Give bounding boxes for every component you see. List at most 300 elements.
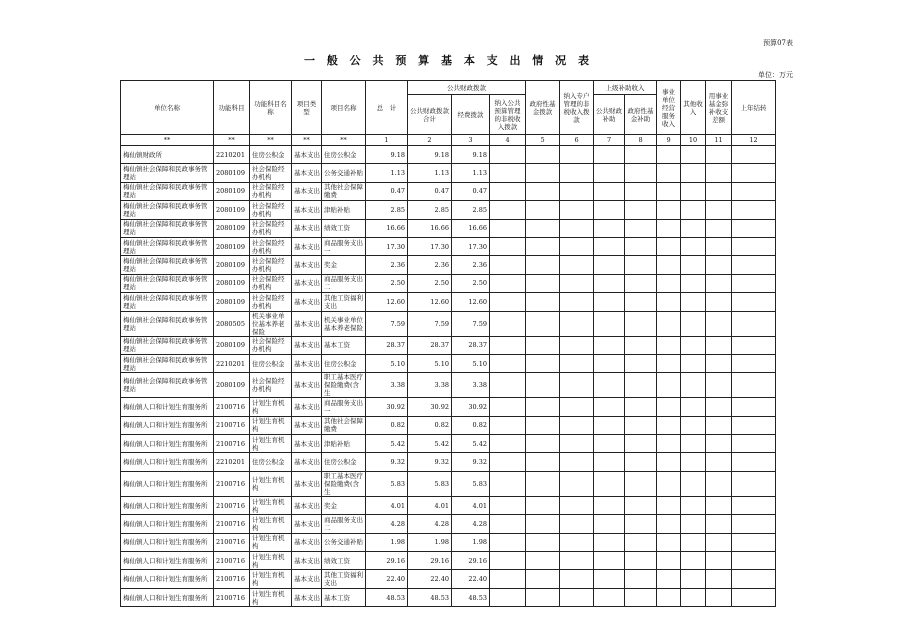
empty-cell xyxy=(526,552,560,570)
empty-cell xyxy=(625,293,657,311)
item-name-cell: 基本工资 xyxy=(322,336,366,354)
empty-cell xyxy=(560,201,594,219)
unit-name-cell: 梅仙镇人口和计划生育服务所 xyxy=(121,453,214,471)
empty-cell xyxy=(560,293,594,311)
empty-cell xyxy=(706,515,732,533)
empty-cell xyxy=(560,256,594,274)
empty-cell xyxy=(706,256,732,274)
empty-cell xyxy=(490,398,526,416)
func-name-cell: 机关事业单位基本养老保险 xyxy=(250,311,292,336)
empty-cell xyxy=(681,256,706,274)
func-code-cell: 2100716 xyxy=(214,471,250,496)
header-non-tax: 纳入公共预算管理的非税收入拨款 xyxy=(490,95,526,135)
empty-cell xyxy=(657,435,681,453)
empty-cell xyxy=(706,336,732,354)
empty-cell xyxy=(706,164,732,182)
table-row xyxy=(121,373,776,398)
func-name-cell: 社会保险经办机构 xyxy=(250,219,292,237)
unit-name-cell: 梅仙镇社会保障和民政事务管理站 xyxy=(121,354,214,372)
header-item-name: 项目名称 xyxy=(322,81,366,135)
empty-cell xyxy=(625,219,657,237)
empty-cell xyxy=(706,354,732,372)
empty-cell xyxy=(594,373,625,398)
empty-cell xyxy=(625,182,657,200)
empty-cell xyxy=(706,293,732,311)
item-name-cell: 住房公积金 xyxy=(322,453,366,471)
total-cell: 17.30 xyxy=(366,237,408,255)
empty-cell xyxy=(706,201,732,219)
func-code-cell: 2080109 xyxy=(214,201,250,219)
header-total: 总 计 xyxy=(366,81,408,135)
func-code-cell: 2080109 xyxy=(214,336,250,354)
empty-cell xyxy=(490,435,526,453)
header-special-account: 纳入专户管理的非税收入拨款 xyxy=(560,81,594,135)
func-code-cell: 2100716 xyxy=(214,496,250,514)
funding-cell: 9.18 xyxy=(452,146,490,164)
funding-cell: 4.01 xyxy=(452,496,490,514)
empty-cell xyxy=(706,588,732,606)
empty-cell xyxy=(732,336,776,354)
empty-cell xyxy=(490,164,526,182)
funding-cell: 5.83 xyxy=(452,471,490,496)
empty-cell xyxy=(681,201,706,219)
empty-cell xyxy=(681,219,706,237)
unit-name-cell: 梅仙镇社会保障和民政事务管理站 xyxy=(121,219,214,237)
public-finance-total-cell: 7.59 xyxy=(408,311,452,336)
empty-cell xyxy=(657,164,681,182)
empty-cell xyxy=(526,201,560,219)
item-name-cell: 机关事业单位基本养老保险 xyxy=(322,311,366,336)
empty-cell xyxy=(526,453,560,471)
public-finance-total-cell: 30.92 xyxy=(408,398,452,416)
empty-cell xyxy=(681,533,706,551)
item-type-cell: 基本支出 xyxy=(292,570,322,588)
header-gov-fund: 政府性基金拨款 xyxy=(526,81,560,135)
func-name-cell: 社会保险经办机构 xyxy=(250,164,292,182)
table-row xyxy=(121,146,776,164)
empty-cell xyxy=(526,435,560,453)
index-cell: 12 xyxy=(732,135,776,146)
empty-cell xyxy=(490,274,526,292)
header-func-code: 功能科目 xyxy=(214,81,250,135)
public-finance-total-cell: 0.47 xyxy=(408,182,452,200)
empty-cell xyxy=(594,237,625,255)
empty-cell xyxy=(490,311,526,336)
empty-cell xyxy=(560,219,594,237)
empty-cell xyxy=(625,274,657,292)
empty-cell xyxy=(490,515,526,533)
func-code-cell: 2080109 xyxy=(214,256,250,274)
total-cell: 2.50 xyxy=(366,274,408,292)
empty-cell xyxy=(706,373,732,398)
empty-cell xyxy=(732,274,776,292)
empty-cell xyxy=(526,354,560,372)
empty-cell xyxy=(706,453,732,471)
total-cell: 48.53 xyxy=(366,588,408,606)
unit-name-cell: 梅仙镇社会保障和民政事务管理站 xyxy=(121,182,214,200)
index-cell: 6 xyxy=(560,135,594,146)
empty-cell xyxy=(706,237,732,255)
index-cell: 2 xyxy=(408,135,452,146)
item-type-cell: 基本支出 xyxy=(292,293,322,311)
index-cell: 3 xyxy=(452,135,490,146)
table-row xyxy=(121,533,776,551)
empty-cell xyxy=(657,354,681,372)
empty-cell xyxy=(625,398,657,416)
empty-cell xyxy=(657,588,681,606)
empty-cell xyxy=(625,311,657,336)
empty-cell xyxy=(681,373,706,398)
unit-name-cell: 梅仙镇人口和计划生育服务所 xyxy=(121,588,214,606)
empty-cell xyxy=(681,435,706,453)
empty-cell xyxy=(490,256,526,274)
header-funding: 经费拨款 xyxy=(452,95,490,135)
empty-cell xyxy=(681,471,706,496)
empty-cell xyxy=(732,256,776,274)
empty-cell xyxy=(657,219,681,237)
item-type-cell: 基本支出 xyxy=(292,552,322,570)
empty-cell xyxy=(526,471,560,496)
expenditure-table xyxy=(120,80,776,607)
empty-cell xyxy=(526,373,560,398)
total-cell: 5.83 xyxy=(366,471,408,496)
empty-cell xyxy=(594,311,625,336)
func-name-cell: 计划生育机构 xyxy=(250,435,292,453)
empty-cell xyxy=(490,416,526,434)
empty-cell xyxy=(490,293,526,311)
table-row xyxy=(121,164,776,182)
func-name-cell: 社会保险经办机构 xyxy=(250,201,292,219)
empty-cell xyxy=(625,570,657,588)
func-code-cell: 2210201 xyxy=(214,354,250,372)
func-name-cell: 计划生育机构 xyxy=(250,496,292,514)
unit-name-cell: 梅仙镇人口和计划生育服务所 xyxy=(121,496,214,514)
empty-cell xyxy=(706,274,732,292)
empty-cell xyxy=(625,515,657,533)
func-name-cell: 计划生育机构 xyxy=(250,515,292,533)
unit-name-cell: 梅仙镇社会保障和民政事务管理站 xyxy=(121,237,214,255)
header-public-finance: 公共财政拨款 xyxy=(408,81,526,95)
public-finance-total-cell: 12.60 xyxy=(408,293,452,311)
total-cell: 4.01 xyxy=(366,496,408,514)
empty-cell xyxy=(560,398,594,416)
funding-cell: 30.92 xyxy=(452,398,490,416)
empty-cell xyxy=(732,435,776,453)
empty-cell xyxy=(681,293,706,311)
empty-cell xyxy=(625,552,657,570)
empty-cell xyxy=(732,496,776,514)
empty-cell xyxy=(490,453,526,471)
empty-cell xyxy=(625,588,657,606)
total-cell: 9.32 xyxy=(366,453,408,471)
func-name-cell: 社会保险经办机构 xyxy=(250,336,292,354)
item-type-cell: 基本支出 xyxy=(292,398,322,416)
public-finance-total-cell: 2.36 xyxy=(408,256,452,274)
table-row xyxy=(121,336,776,354)
item-name-cell: 公务交通补贴 xyxy=(322,533,366,551)
funding-cell: 7.59 xyxy=(452,311,490,336)
table-row xyxy=(121,416,776,434)
empty-cell xyxy=(681,552,706,570)
empty-cell xyxy=(526,182,560,200)
empty-cell xyxy=(526,274,560,292)
header-item-type: 项目类型 xyxy=(292,81,322,135)
total-cell: 29.16 xyxy=(366,552,408,570)
funding-cell: 2.50 xyxy=(452,274,490,292)
empty-cell xyxy=(681,182,706,200)
empty-cell xyxy=(625,237,657,255)
empty-cell xyxy=(560,164,594,182)
item-name-cell: 绩效工资 xyxy=(322,219,366,237)
empty-cell xyxy=(594,293,625,311)
public-finance-total-cell: 17.30 xyxy=(408,237,452,255)
empty-cell xyxy=(657,533,681,551)
empty-cell xyxy=(657,146,681,164)
empty-cell xyxy=(657,182,681,200)
item-type-cell: 基本支出 xyxy=(292,274,322,292)
item-name-cell: 基本工资 xyxy=(322,588,366,606)
empty-cell xyxy=(594,219,625,237)
funding-cell: 2.36 xyxy=(452,256,490,274)
empty-cell xyxy=(732,453,776,471)
empty-cell xyxy=(490,552,526,570)
empty-cell xyxy=(560,453,594,471)
item-name-cell: 奖金 xyxy=(322,496,366,514)
empty-cell xyxy=(657,373,681,398)
empty-cell xyxy=(706,182,732,200)
item-type-cell: 基本支出 xyxy=(292,237,322,255)
func-code-cell: 2080505 xyxy=(214,311,250,336)
empty-cell xyxy=(706,570,732,588)
item-name-cell: 绩效工资 xyxy=(322,552,366,570)
empty-cell xyxy=(706,311,732,336)
unit-name-cell: 梅仙镇人口和计划生育服务所 xyxy=(121,533,214,551)
funding-cell: 5.42 xyxy=(452,435,490,453)
header-sub-fund: 政府性基金补助 xyxy=(625,95,657,135)
func-code-cell: 2100716 xyxy=(214,570,250,588)
public-finance-total-cell: 5.42 xyxy=(408,435,452,453)
item-name-cell: 津贴补贴 xyxy=(322,201,366,219)
empty-cell xyxy=(732,588,776,606)
table-row xyxy=(121,515,776,533)
empty-cell xyxy=(526,416,560,434)
empty-cell xyxy=(490,146,526,164)
func-code-cell: 2210201 xyxy=(214,453,250,471)
public-finance-total-cell: 22.40 xyxy=(408,570,452,588)
empty-cell xyxy=(681,570,706,588)
empty-cell xyxy=(560,146,594,164)
empty-cell xyxy=(681,496,706,514)
empty-cell xyxy=(560,471,594,496)
empty-cell xyxy=(732,533,776,551)
index-cell: 4 xyxy=(490,135,526,146)
unit-name-cell: 梅仙镇社会保障和民政事务管理站 xyxy=(121,256,214,274)
empty-cell xyxy=(732,146,776,164)
item-name-cell: 职工基本医疗保险缴费(含生 xyxy=(322,471,366,496)
func-name-cell: 计划生育机构 xyxy=(250,416,292,434)
public-finance-total-cell: 2.85 xyxy=(408,201,452,219)
empty-cell xyxy=(594,164,625,182)
funding-cell: 2.85 xyxy=(452,201,490,219)
empty-cell xyxy=(625,201,657,219)
func-code-cell: 2100716 xyxy=(214,533,250,551)
item-type-cell: 基本支出 xyxy=(292,354,322,372)
item-name-cell: 公务交通补贴 xyxy=(322,164,366,182)
empty-cell xyxy=(560,373,594,398)
header-other-income: 其他收入 xyxy=(681,81,706,135)
empty-cell xyxy=(490,354,526,372)
item-name-cell: 住房公积金 xyxy=(322,146,366,164)
header-unit-name: 单位名称 xyxy=(121,81,214,135)
empty-cell xyxy=(560,552,594,570)
empty-cell xyxy=(732,552,776,570)
empty-cell xyxy=(560,416,594,434)
index-row xyxy=(121,135,776,146)
empty-cell xyxy=(594,570,625,588)
unit-name-cell: 梅仙镇人口和计划生育服务所 xyxy=(121,515,214,533)
empty-cell xyxy=(594,533,625,551)
empty-cell xyxy=(732,416,776,434)
empty-cell xyxy=(657,453,681,471)
funding-cell: 28.37 xyxy=(452,336,490,354)
unit-name-cell: 梅仙镇人口和计划生育服务所 xyxy=(121,471,214,496)
func-code-cell: 2080109 xyxy=(214,373,250,398)
empty-cell xyxy=(560,588,594,606)
empty-cell xyxy=(594,398,625,416)
item-type-cell: 基本支出 xyxy=(292,146,322,164)
empty-cell xyxy=(490,201,526,219)
empty-cell xyxy=(657,336,681,354)
funding-cell: 16.66 xyxy=(452,219,490,237)
item-type-cell: 基本支出 xyxy=(292,471,322,496)
empty-cell xyxy=(594,471,625,496)
empty-cell xyxy=(560,311,594,336)
header-public-finance-total: 公共财政拨款合计 xyxy=(408,95,452,135)
empty-cell xyxy=(681,336,706,354)
empty-cell xyxy=(560,570,594,588)
empty-cell xyxy=(706,435,732,453)
unit-name-cell: 梅仙镇人口和计划生育服务所 xyxy=(121,398,214,416)
func-code-cell: 2100716 xyxy=(214,416,250,434)
header-surplus-fund: 用事业基金弥补收支差额 xyxy=(706,81,732,135)
funding-cell: 5.10 xyxy=(452,354,490,372)
empty-cell xyxy=(681,146,706,164)
empty-cell xyxy=(560,182,594,200)
table-row xyxy=(121,182,776,200)
empty-cell xyxy=(625,373,657,398)
empty-cell xyxy=(625,533,657,551)
empty-cell xyxy=(657,552,681,570)
table-body xyxy=(121,146,776,607)
header-func-name: 功能科目名称 xyxy=(250,81,292,135)
unit-name-cell: 梅仙镇人口和计划生育服务所 xyxy=(121,435,214,453)
item-type-cell: 基本支出 xyxy=(292,256,322,274)
empty-cell xyxy=(706,496,732,514)
unit-name-cell: 梅仙镇社会保障和民政事务管理站 xyxy=(121,274,214,292)
empty-cell xyxy=(526,237,560,255)
empty-cell xyxy=(681,416,706,434)
item-type-cell: 基本支出 xyxy=(292,496,322,514)
index-cell: 10 xyxy=(681,135,706,146)
public-finance-total-cell: 5.10 xyxy=(408,354,452,372)
func-name-cell: 社会保险经办机构 xyxy=(250,293,292,311)
empty-cell xyxy=(732,201,776,219)
empty-cell xyxy=(526,146,560,164)
empty-cell xyxy=(560,435,594,453)
empty-cell xyxy=(560,354,594,372)
empty-cell xyxy=(526,515,560,533)
index-cell: ** xyxy=(322,135,366,146)
empty-cell xyxy=(657,515,681,533)
public-finance-total-cell: 0.82 xyxy=(408,416,452,434)
empty-cell xyxy=(490,588,526,606)
empty-cell xyxy=(560,237,594,255)
empty-cell xyxy=(625,164,657,182)
func-name-cell: 社会保险经办机构 xyxy=(250,274,292,292)
empty-cell xyxy=(732,354,776,372)
total-cell: 0.82 xyxy=(366,416,408,434)
func-name-cell: 社会保险经办机构 xyxy=(250,237,292,255)
unit-label: 单位：万元 xyxy=(758,71,793,79)
empty-cell xyxy=(490,496,526,514)
func-name-cell: 住房公积金 xyxy=(250,146,292,164)
empty-cell xyxy=(560,533,594,551)
func-name-cell: 计划生育机构 xyxy=(250,570,292,588)
empty-cell xyxy=(681,515,706,533)
empty-cell xyxy=(526,398,560,416)
empty-cell xyxy=(526,533,560,551)
table-row xyxy=(121,293,776,311)
header-sub-public: 公共财政补助 xyxy=(594,95,625,135)
empty-cell xyxy=(657,274,681,292)
empty-cell xyxy=(560,515,594,533)
unit-name-cell: 梅仙镇社会保障和民政事务管理站 xyxy=(121,164,214,182)
unit-name-cell: 梅仙镇社会保障和民政事务管理站 xyxy=(121,373,214,398)
empty-cell xyxy=(490,237,526,255)
item-type-cell: 基本支出 xyxy=(292,182,322,200)
func-code-cell: 2210201 xyxy=(214,146,250,164)
empty-cell xyxy=(657,237,681,255)
func-code-cell: 2100716 xyxy=(214,588,250,606)
empty-cell xyxy=(732,311,776,336)
total-cell: 9.18 xyxy=(366,146,408,164)
table-row xyxy=(121,201,776,219)
item-name-cell: 其他工资福利支出 xyxy=(322,570,366,588)
empty-cell xyxy=(490,533,526,551)
empty-cell xyxy=(681,398,706,416)
header-business-income: 事业单位经营服务收入 xyxy=(657,81,681,135)
table-row xyxy=(121,435,776,453)
empty-cell xyxy=(681,588,706,606)
item-type-cell: 基本支出 xyxy=(292,588,322,606)
item-name-cell: 其他社会保障缴费 xyxy=(322,182,366,200)
empty-cell xyxy=(594,552,625,570)
empty-cell xyxy=(490,336,526,354)
unit-name-cell: 梅仙镇人口和计划生育服务所 xyxy=(121,552,214,570)
index-cell: ** xyxy=(214,135,250,146)
empty-cell xyxy=(560,336,594,354)
public-finance-total-cell: 16.66 xyxy=(408,219,452,237)
empty-cell xyxy=(490,219,526,237)
empty-cell xyxy=(657,496,681,514)
table-row xyxy=(121,552,776,570)
table-row xyxy=(121,274,776,292)
empty-cell xyxy=(706,398,732,416)
item-name-cell: 商品服务支出一 xyxy=(322,237,366,255)
funding-cell: 4.28 xyxy=(452,515,490,533)
empty-cell xyxy=(732,293,776,311)
empty-cell xyxy=(526,588,560,606)
